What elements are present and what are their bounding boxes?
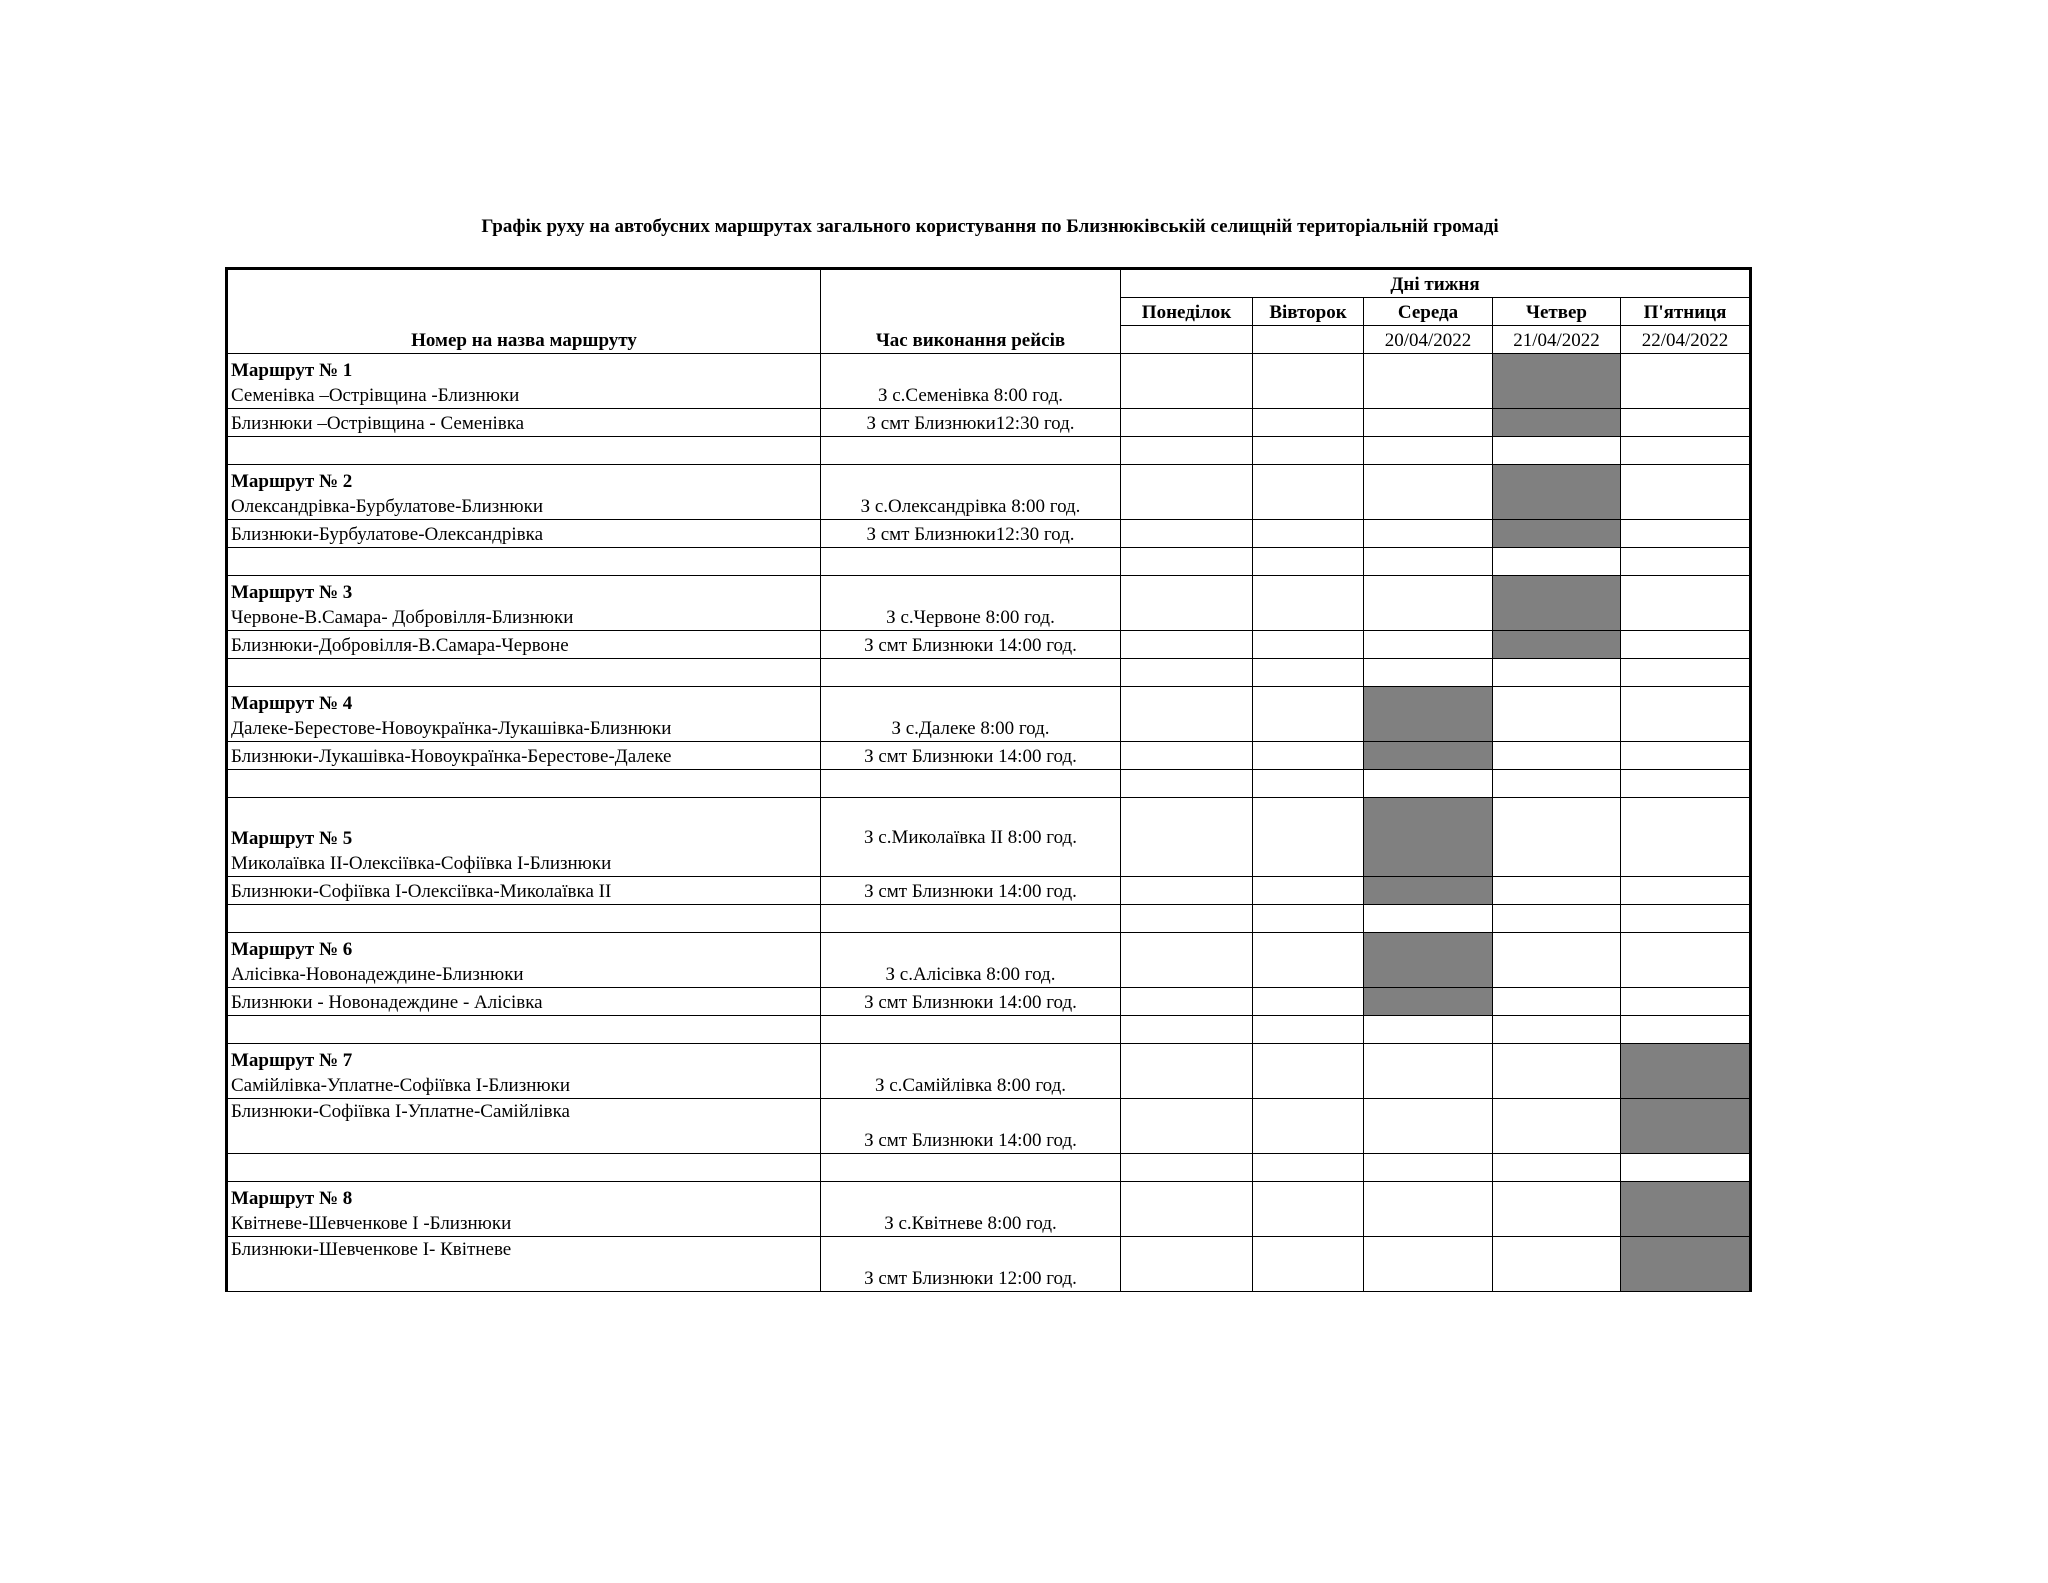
day-cell-shaded xyxy=(1364,798,1493,877)
route-row xyxy=(227,576,1751,631)
day-cell xyxy=(1253,409,1364,437)
date-monday xyxy=(1121,326,1253,354)
route-forward-name: Алісівка-Новонадеждине-Близнюки xyxy=(231,964,524,985)
spacer-cell xyxy=(1364,770,1493,798)
date-friday: 22/04/2022 xyxy=(1621,326,1751,354)
day-cell-shaded xyxy=(1493,520,1621,548)
day-cell xyxy=(1121,520,1253,548)
route-forward-time: З с.Квітневе 8:00 год. xyxy=(821,1182,1121,1237)
spacer-cell xyxy=(1253,659,1364,687)
route-forward-time: З с.Самійлівка 8:00 год. xyxy=(821,1044,1121,1099)
day-cell-shaded xyxy=(1493,354,1621,409)
spacer-cell xyxy=(821,659,1121,687)
day-header-monday: Понеділок xyxy=(1121,298,1253,326)
spacer-cell xyxy=(1253,1016,1364,1044)
day-cell xyxy=(1253,877,1364,905)
spacer-cell xyxy=(1364,1016,1493,1044)
spacer-cell xyxy=(1493,905,1621,933)
route-row xyxy=(227,687,1751,742)
spacer-cell xyxy=(1364,1154,1493,1182)
route-name-cell xyxy=(227,687,821,742)
route-return-name: Близнюки-Лукашівка-Новоукраїнка-Берестове-Далеке xyxy=(227,742,821,770)
route-name-cell xyxy=(227,798,821,877)
day-cell xyxy=(1253,465,1364,520)
spacer-cell xyxy=(1493,659,1621,687)
spacer-cell xyxy=(227,770,821,798)
day-cell-shaded xyxy=(1621,1044,1751,1099)
day-cell xyxy=(1493,742,1621,770)
spacer-cell xyxy=(1621,437,1751,465)
route-forward-name: Семенівка –Острівщина -Близнюки xyxy=(231,385,520,406)
route-name-cell xyxy=(227,1182,821,1237)
route-return-time: З смт Близнюки 14:00 год. xyxy=(821,877,1121,905)
route-return-row xyxy=(227,1237,1751,1292)
day-cell xyxy=(1121,798,1253,877)
spacer-cell xyxy=(227,437,821,465)
day-cell xyxy=(1121,988,1253,1016)
day-cell xyxy=(1121,576,1253,631)
day-cell xyxy=(1364,520,1493,548)
day-cell-shaded xyxy=(1493,409,1621,437)
spacer-cell xyxy=(821,548,1121,576)
day-cell xyxy=(1121,1044,1253,1099)
route-forward-time: З с.Червоне 8:00 год. xyxy=(821,576,1121,631)
day-cell xyxy=(1253,687,1364,742)
day-cell-shaded xyxy=(1493,631,1621,659)
spacer-cell xyxy=(1493,548,1621,576)
spacer-cell xyxy=(1493,1016,1621,1044)
route-return-name: Близнюки - Новонадеждине - Алісівка xyxy=(227,988,821,1016)
spacer-cell xyxy=(1621,770,1751,798)
spacer-cell xyxy=(1621,905,1751,933)
spacer-cell xyxy=(1121,437,1253,465)
spacer-cell xyxy=(1253,905,1364,933)
spacer-cell xyxy=(1621,659,1751,687)
day-cell xyxy=(1121,1237,1253,1292)
day-cell xyxy=(1253,520,1364,548)
day-cell xyxy=(1621,631,1751,659)
route-forward-time: З с.Олександрівка 8:00 год. xyxy=(821,465,1121,520)
day-cell xyxy=(1121,933,1253,988)
route-number: Маршрут № 8 xyxy=(231,1188,353,1209)
spacer-cell xyxy=(1121,1154,1253,1182)
route-forward-time: З с.Алісівка 8:00 год. xyxy=(821,933,1121,988)
spacer-cell xyxy=(1364,659,1493,687)
route-return-row xyxy=(227,631,1751,659)
day-cell xyxy=(1253,631,1364,659)
day-cell xyxy=(1493,798,1621,877)
route-return-time: З смт Близнюки 14:00 год. xyxy=(821,988,1121,1016)
spacer-cell xyxy=(227,1154,821,1182)
day-cell xyxy=(1364,354,1493,409)
day-cell xyxy=(1253,933,1364,988)
day-cell-shaded xyxy=(1364,877,1493,905)
time-column-header: Час виконання рейсів xyxy=(821,269,1121,354)
route-return-time: З смт Близнюки12:30 год. xyxy=(821,409,1121,437)
spacer-cell xyxy=(1364,905,1493,933)
route-forward-name: Квітневе-Шевченкове І -Близнюки xyxy=(231,1213,512,1234)
route-number: Маршрут № 1 xyxy=(231,360,353,381)
day-cell-shaded xyxy=(1364,988,1493,1016)
spacer-row xyxy=(227,1016,1751,1044)
day-cell xyxy=(1364,1237,1493,1292)
day-cell xyxy=(1493,1182,1621,1237)
spacer-cell xyxy=(1364,548,1493,576)
spacer-cell xyxy=(821,437,1121,465)
spacer-row xyxy=(227,548,1751,576)
route-return-time: З смт Близнюки 12:00 год. xyxy=(821,1237,1121,1292)
route-return-row xyxy=(227,988,1751,1016)
day-cell-shaded xyxy=(1621,1237,1751,1292)
day-cell xyxy=(1121,742,1253,770)
day-cell xyxy=(1493,988,1621,1016)
spacer-cell xyxy=(1121,1016,1253,1044)
route-return-name: Близнюки –Острівщина - Семенівка xyxy=(227,409,821,437)
route-number: Маршрут № 5 xyxy=(231,828,353,849)
route-return-name: Близнюки-Софіївка І-Уплатне-Самійлівка xyxy=(227,1099,821,1154)
day-cell xyxy=(1253,1044,1364,1099)
route-return-time: З смт Близнюки 14:00 год. xyxy=(821,742,1121,770)
day-cell xyxy=(1253,742,1364,770)
day-cell xyxy=(1364,465,1493,520)
spacer-cell xyxy=(1253,548,1364,576)
day-cell xyxy=(1621,409,1751,437)
spacer-cell xyxy=(1253,770,1364,798)
route-return-name: Близнюки-Шевченкове І- Квітневе xyxy=(227,1237,821,1292)
day-cell-shaded xyxy=(1621,1099,1751,1154)
day-cell xyxy=(1621,520,1751,548)
route-forward-time: З с.Далеке 8:00 год. xyxy=(821,687,1121,742)
day-cell xyxy=(1493,933,1621,988)
day-cell xyxy=(1364,1182,1493,1237)
route-row xyxy=(227,798,1751,877)
spacer-row xyxy=(227,905,1751,933)
day-cell xyxy=(1364,631,1493,659)
bus-schedule-table xyxy=(225,267,1752,1292)
day-cell xyxy=(1253,1237,1364,1292)
spacer-cell xyxy=(821,905,1121,933)
spacer-cell xyxy=(1364,437,1493,465)
spacer-cell xyxy=(227,905,821,933)
day-cell xyxy=(1493,687,1621,742)
route-return-row xyxy=(227,742,1751,770)
day-header-wednesday: Середа xyxy=(1364,298,1493,326)
route-forward-time: З с.Семенівка 8:00 год. xyxy=(821,354,1121,409)
route-name-cell xyxy=(227,576,821,631)
day-cell-shaded xyxy=(1364,933,1493,988)
route-return-row xyxy=(227,1099,1751,1154)
day-cell-shaded xyxy=(1621,1182,1751,1237)
spacer-cell xyxy=(227,548,821,576)
route-number: Маршрут № 6 xyxy=(231,939,353,960)
route-return-name: Близнюки-Софіївка І-Олексіївка-Миколаївка ІІ xyxy=(227,877,821,905)
day-cell xyxy=(1493,1237,1621,1292)
day-cell xyxy=(1364,409,1493,437)
route-number: Маршрут № 7 xyxy=(231,1050,353,1071)
days-group-header: Дні тижня xyxy=(1121,269,1751,298)
route-number: Маршрут № 2 xyxy=(231,471,353,492)
route-column-header: Номер на назва маршруту xyxy=(227,269,821,354)
day-cell xyxy=(1621,877,1751,905)
day-cell xyxy=(1121,1099,1253,1154)
spacer-cell xyxy=(821,770,1121,798)
day-cell xyxy=(1253,354,1364,409)
day-cell xyxy=(1121,877,1253,905)
document-title: Графік руху на автобусних маршрутах загального користування по Близнюківській селищній територіальній громаді xyxy=(481,216,1499,237)
spacer-row xyxy=(227,770,1751,798)
day-cell xyxy=(1121,631,1253,659)
spacer-cell xyxy=(1621,1154,1751,1182)
day-cell-shaded xyxy=(1493,576,1621,631)
day-cell-shaded xyxy=(1493,465,1621,520)
route-name-cell xyxy=(227,933,821,988)
day-cell xyxy=(1121,687,1253,742)
route-forward-name: Далеке-Берестове-Новоукраїнка-Лукашівка-Близнюки xyxy=(231,718,672,739)
spacer-cell xyxy=(1121,659,1253,687)
route-number: Маршрут № 4 xyxy=(231,693,353,714)
spacer-cell xyxy=(1121,905,1253,933)
spacer-cell xyxy=(1253,437,1364,465)
date-tuesday xyxy=(1253,326,1364,354)
route-return-row xyxy=(227,520,1751,548)
spacer-cell xyxy=(1493,770,1621,798)
spacer-cell xyxy=(1493,1154,1621,1182)
day-cell xyxy=(1121,354,1253,409)
spacer-row xyxy=(227,659,1751,687)
route-return-name: Близнюки-Бурбулатове-Олександрівка xyxy=(227,520,821,548)
spacer-cell xyxy=(1621,548,1751,576)
day-cell xyxy=(1621,988,1751,1016)
day-cell xyxy=(1364,1099,1493,1154)
spacer-cell xyxy=(821,1016,1121,1044)
spacer-row xyxy=(227,1154,1751,1182)
day-cell xyxy=(1121,465,1253,520)
route-return-name: Близнюки-Добровілля-В.Самара-Червоне xyxy=(227,631,821,659)
day-header-thursday: Четвер xyxy=(1493,298,1621,326)
spacer-cell xyxy=(227,659,821,687)
spacer-row xyxy=(227,437,1751,465)
date-thursday: 21/04/2022 xyxy=(1493,326,1621,354)
day-cell xyxy=(1621,354,1751,409)
route-row xyxy=(227,1182,1751,1237)
spacer-cell xyxy=(1493,437,1621,465)
day-cell xyxy=(1621,798,1751,877)
route-row xyxy=(227,465,1751,520)
route-number: Маршрут № 3 xyxy=(231,582,353,603)
route-name-cell xyxy=(227,465,821,520)
day-cell xyxy=(1253,576,1364,631)
route-return-time: З смт Близнюки 14:00 год. xyxy=(821,1099,1121,1154)
day-cell xyxy=(1121,409,1253,437)
route-row xyxy=(227,933,1751,988)
day-cell xyxy=(1621,576,1751,631)
day-cell xyxy=(1621,687,1751,742)
route-return-row xyxy=(227,877,1751,905)
route-forward-name: Олександрівка-Бурбулатове-Близнюки xyxy=(231,496,543,517)
day-cell xyxy=(1621,742,1751,770)
day-cell xyxy=(1493,1044,1621,1099)
day-header-friday: П'ятниця xyxy=(1621,298,1751,326)
route-forward-name: Миколаївка ІІ-Олексіївка-Софіївка І-Близнюки xyxy=(231,853,612,874)
route-return-row xyxy=(227,409,1751,437)
route-forward-name: Червоне-В.Самара- Добровілля-Близнюки xyxy=(231,607,574,628)
spacer-cell xyxy=(1253,1154,1364,1182)
date-wednesday: 20/04/2022 xyxy=(1364,326,1493,354)
day-cell xyxy=(1364,576,1493,631)
day-cell-shaded xyxy=(1364,687,1493,742)
day-cell xyxy=(1121,1182,1253,1237)
day-cell xyxy=(1493,1099,1621,1154)
route-name-cell xyxy=(227,354,821,409)
route-row xyxy=(227,354,1751,409)
day-cell xyxy=(1621,933,1751,988)
day-cell xyxy=(1493,877,1621,905)
day-cell xyxy=(1253,1182,1364,1237)
day-cell xyxy=(1253,798,1364,877)
spacer-cell xyxy=(227,1016,821,1044)
day-header-tuesday: Вівторок xyxy=(1253,298,1364,326)
day-cell xyxy=(1621,465,1751,520)
route-row xyxy=(227,1044,1751,1099)
spacer-cell xyxy=(1121,770,1253,798)
day-cell xyxy=(1364,1044,1493,1099)
route-forward-name: Самійлівка-Уплатне-Софіївка І-Близнюки xyxy=(231,1075,570,1096)
spacer-cell xyxy=(1121,548,1253,576)
header-row-1 xyxy=(227,269,1751,298)
route-name-cell xyxy=(227,1044,821,1099)
day-cell xyxy=(1253,988,1364,1016)
route-forward-time: З с.Миколаївка ІІ 8:00 год. xyxy=(821,798,1121,877)
route-return-time: З смт Близнюки12:30 год. xyxy=(821,520,1121,548)
spacer-cell xyxy=(1621,1016,1751,1044)
day-cell xyxy=(1253,1099,1364,1154)
day-cell-shaded xyxy=(1364,742,1493,770)
spacer-cell xyxy=(821,1154,1121,1182)
route-return-time: З смт Близнюки 14:00 год. xyxy=(821,631,1121,659)
